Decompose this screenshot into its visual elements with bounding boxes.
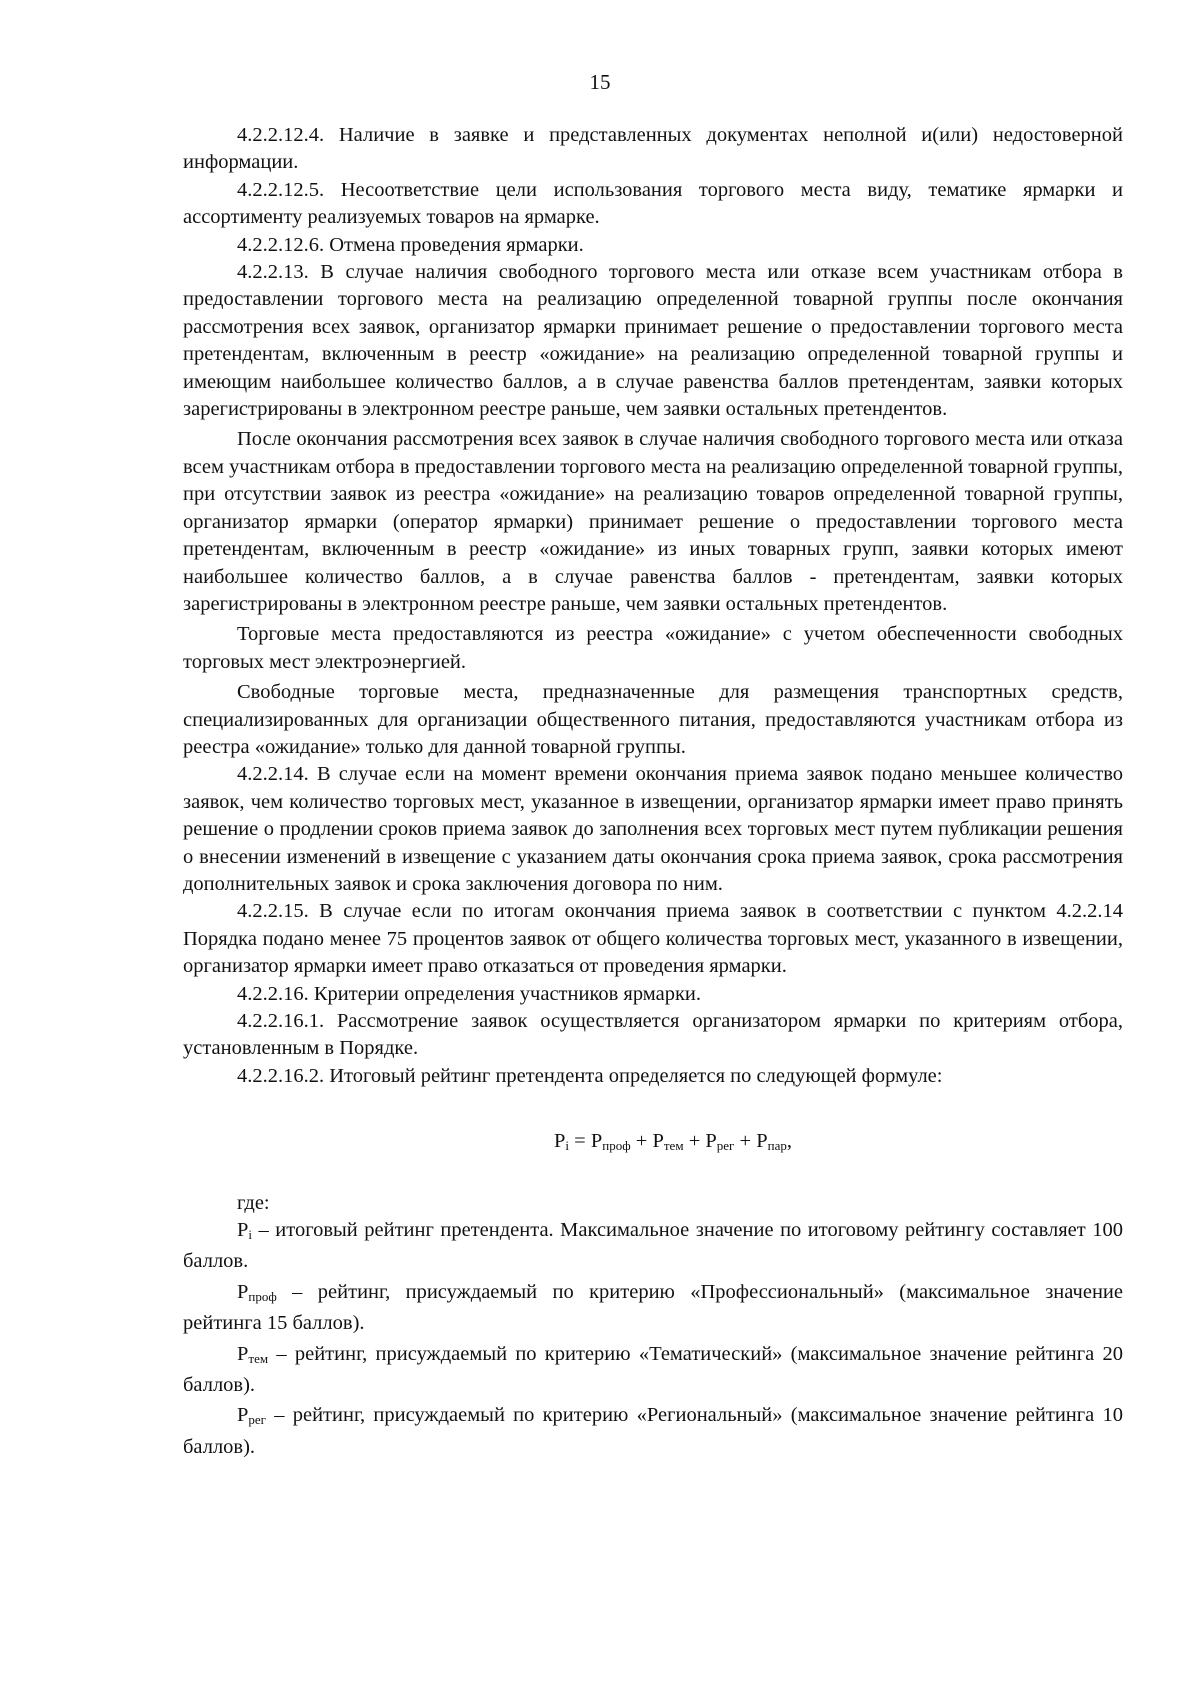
paragraph-4-2-2-14: 4.2.2.14. В случае если на момент времени окончания приема заявок подано меньшее количество заявок, чем количество торговых мест, указанное в извещении, организатор ярмарки имеет право принять решение о продлении сроков приема заявок до заполнения всех торговых мест путем публикации решения о внесении изменений в извещение с указанием даты окончания срока приема заявок, срока рассмотрения дополнительных заявок и срока заключения договора по ним. [183, 763, 1123, 895]
paragraph-4-2-2-16-2: 4.2.2.16.2. Итоговый рейтинг претендента определяется по следующей формуле: [237, 1064, 943, 1087]
paragraph-after-review: После окончания рассмотрения всех заявок в случае наличия свободного торгового места или отказа всем участникам отбора в предоставлении торгового места на реализацию определенной товарной группы, при отсутствии заявок из реестра «ожидание» на реализацию товаров определенной товарной группы, организатор ярмарки (оператор ярмарки) принимает решение о предоставлении торгового места претендентам, включенным в реестр «ожидание» из иных товарных групп, заявки которых имеют наибольшее количество баллов, а в случае равенства баллов - претендентам, заявки которых зарегистрированы в электронном реестре раньше, чем заявки остальных претендентов. [183, 428, 1123, 615]
definition-pprof: $P_{проф}$ – рейтинг, присуждаемый по критерию «Профессиональный» (максимальное значение рейтинга 15 баллов). [183, 1280, 1123, 1335]
paragraph-free-places: Свободные торговые места, предназначенные для размещения транспортных средств, специализированных для организации общественного питания, предоставляются участникам отбора из реестра «ожидание» только для данной товарной группы. [183, 681, 1123, 758]
paragraph-4-2-2-16: 4.2.2.16. Критерии определения участников ярмарки. [237, 982, 702, 1005]
paragraph-4-2-2-12-6: 4.2.2.12.6. Отмена проведения ярмарки. [237, 233, 584, 256]
page-number: 15 [589, 70, 611, 94]
paragraph-waiting-registry: Торговые места предоставляются из реестра «ожидание» с учетом обеспеченности свободных торговых мест электроэнергией. [183, 623, 1123, 673]
definition-preg: $P_{рег}$ – рейтинг, присуждаемый по критерию «Региональный» (максимальное значение рейтинга 10 баллов). [183, 1404, 1123, 1458]
paragraph-4-2-2-16-1: 4.2.2.16.1. Рассмотрение заявок осуществляется организатором ярмарки по критериям отбора, установленным в Порядке. [183, 1010, 1123, 1060]
definition-pi: $P_i$ – итоговый рейтинг претендента. Максимальное значение по итоговому рейтингу составляет 100 баллов. [183, 1219, 1123, 1273]
paragraph-4-2-2-13: 4.2.2.13. В случае наличия свободного торгового места или отказе всем участникам отбора в предоставлении торгового места на реализацию определенной товарной группы после окончания рассмотрения всех заявок, организатор ярмарки принимает решение о предоставлении торгового места претендентам, включенным в реестр «ожидание» на реализацию определенной товарной группы и имеющим наибольшее количество баллов, а в случае равенства баллов претендентам, заявки которых зарегистрированы в электронном реестре раньше, чем заявки остальных претендентов. [183, 261, 1123, 421]
paragraph-4-2-2-12-4: 4.2.2.12.4. Наличие в заявке и представленных документах неполной и(или) недостоверной информации. [183, 124, 1123, 174]
rating-formula: $P_i = P_{проф} + P_{тем} + P_{рег} + P_{пар}$, [554, 1130, 792, 1154]
definition-ptem: $P_{тем}$ – рейтинг, присуждаемый по критерию «Тематический» (максимальное значение рейтинга 20 баллов). [183, 1342, 1123, 1397]
paragraph-4-2-2-12-5: 4.2.2.12.5. Несоответствие цели использования торгового места виду, тематике ярмарки и ассортименту реализуемых товаров на ярмарке. [183, 178, 1123, 229]
document-body [183, 122, 1123, 1461]
where-label: где: [237, 1191, 270, 1214]
paragraph-4-2-2-15: 4.2.2.15. В случае если по итогам окончания приема заявок в соответствии с пунктом 4.2.2.14 Порядка подано менее 75 процентов заявок от общего количества торговых мест, указанного в извещении, организатор ярмарки имеет право отказаться от проведения ярмарки. [183, 900, 1123, 978]
